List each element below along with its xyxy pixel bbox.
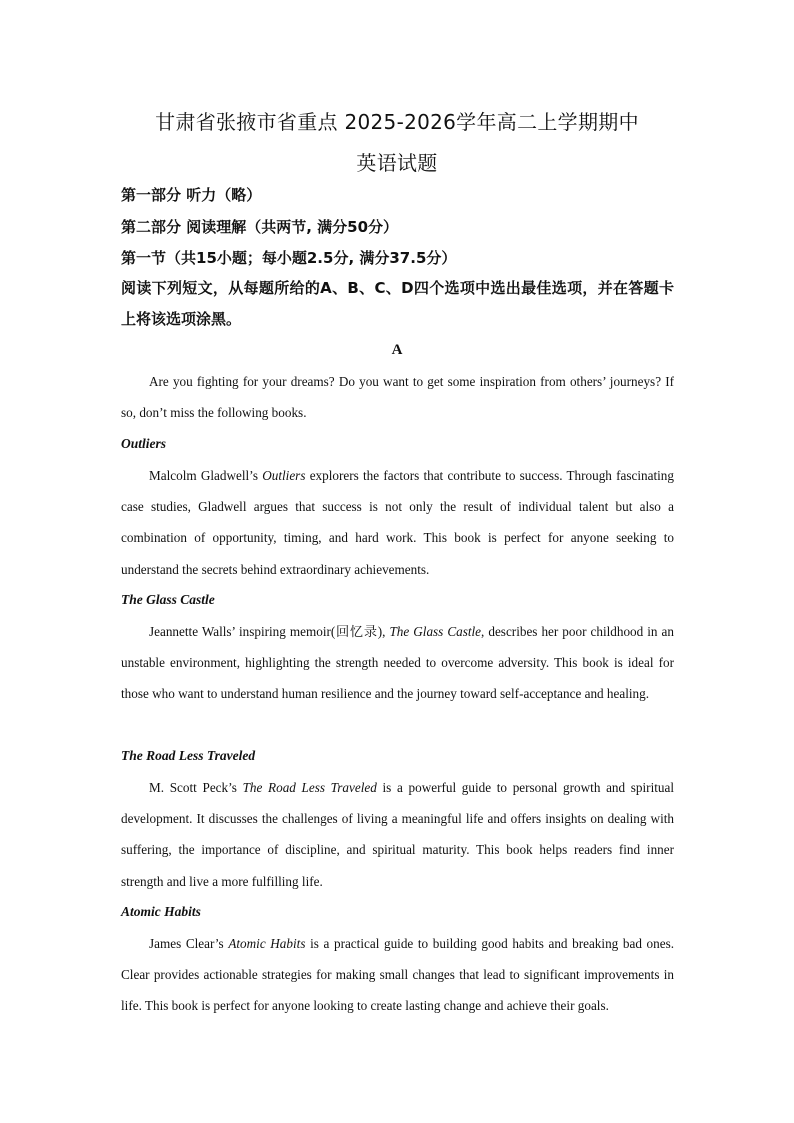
part-two-heading: 第二部分 阅读理解（共两节, 满分50分） <box>121 218 399 236</box>
book-name-inline: Atomic Habits <box>228 936 306 951</box>
book-title-glass-castle: The Glass Castle <box>121 592 215 607</box>
book-description-outliers: Malcolm Gladwell’s Outliers explorers the factors that contribute to success. Through fascinating case studies, Gladwell argues that success is not only the result of individual talent but also a combination of opportunity, timing, and hard work. This book is perfect for anyone seeking to understand the secrets behind extraordinary achievements. <box>121 468 674 577</box>
section-one-heading: 第一节（共15小题；每小题2.5分, 满分37.5分） <box>121 249 457 267</box>
book-name-inline: The Glass Castle <box>389 624 482 639</box>
book-title-outliers: Outliers <box>121 436 167 451</box>
book-title-atomic-habits: Atomic Habits <box>121 904 201 919</box>
book-description-atomic-habits: James Clear’s Atomic Habits is a practical guide to building good habits and breaking bad ones. Clear provides actionable strategies for making small changes that lead to significant improvements in life. This book is perfect for anyone looking to create lasting change and achieve their goals. <box>121 936 675 1014</box>
passage-letter: A <box>391 342 403 358</box>
part-one-heading: 第一部分 听力（略） <box>121 186 262 204</box>
book-description-road-less-traveled: M. Scott Peck’s The Road Less Traveled is a powerful guide to personal growth and spiritual development. It discusses the challenges of living a meaningful life and offers insights on dealing with suffering, the importance of discipline, and spiritual maturity. This book helps readers find inner strength and live a more fulfilling life. <box>121 780 675 889</box>
book-description-glass-castle: Jeannette Walls’ inspiring memoir(回忆录), The Glass Castle, describes her poor childhood in an unstable environment, highlighting the strength needed to overcome adversity. This book is ideal for those who want to understand human resilience and the journey toward self-acceptance and healing. <box>121 624 674 702</box>
book-name-inline: The Road Less Traveled <box>242 780 377 795</box>
book-title-road-less-traveled: The Road Less Traveled <box>121 748 256 763</box>
exam-title: 甘肃省张掖市省重点 2025-2026学年高二上学期期中 <box>155 110 639 134</box>
exam-subject: 英语试题 <box>356 151 438 175</box>
instruction-text: 阅读下列短文，从每题所给的A、B、C、D四个选项中选出最佳选项，并在答题卡上将该选项涂黑。 <box>121 279 674 328</box>
book-name-inline: Outliers <box>262 468 306 483</box>
passage-intro: Are you fighting for your dreams? Do you want to get some inspiration from others’ journeys? If so, don’t miss the following books. <box>121 374 674 421</box>
